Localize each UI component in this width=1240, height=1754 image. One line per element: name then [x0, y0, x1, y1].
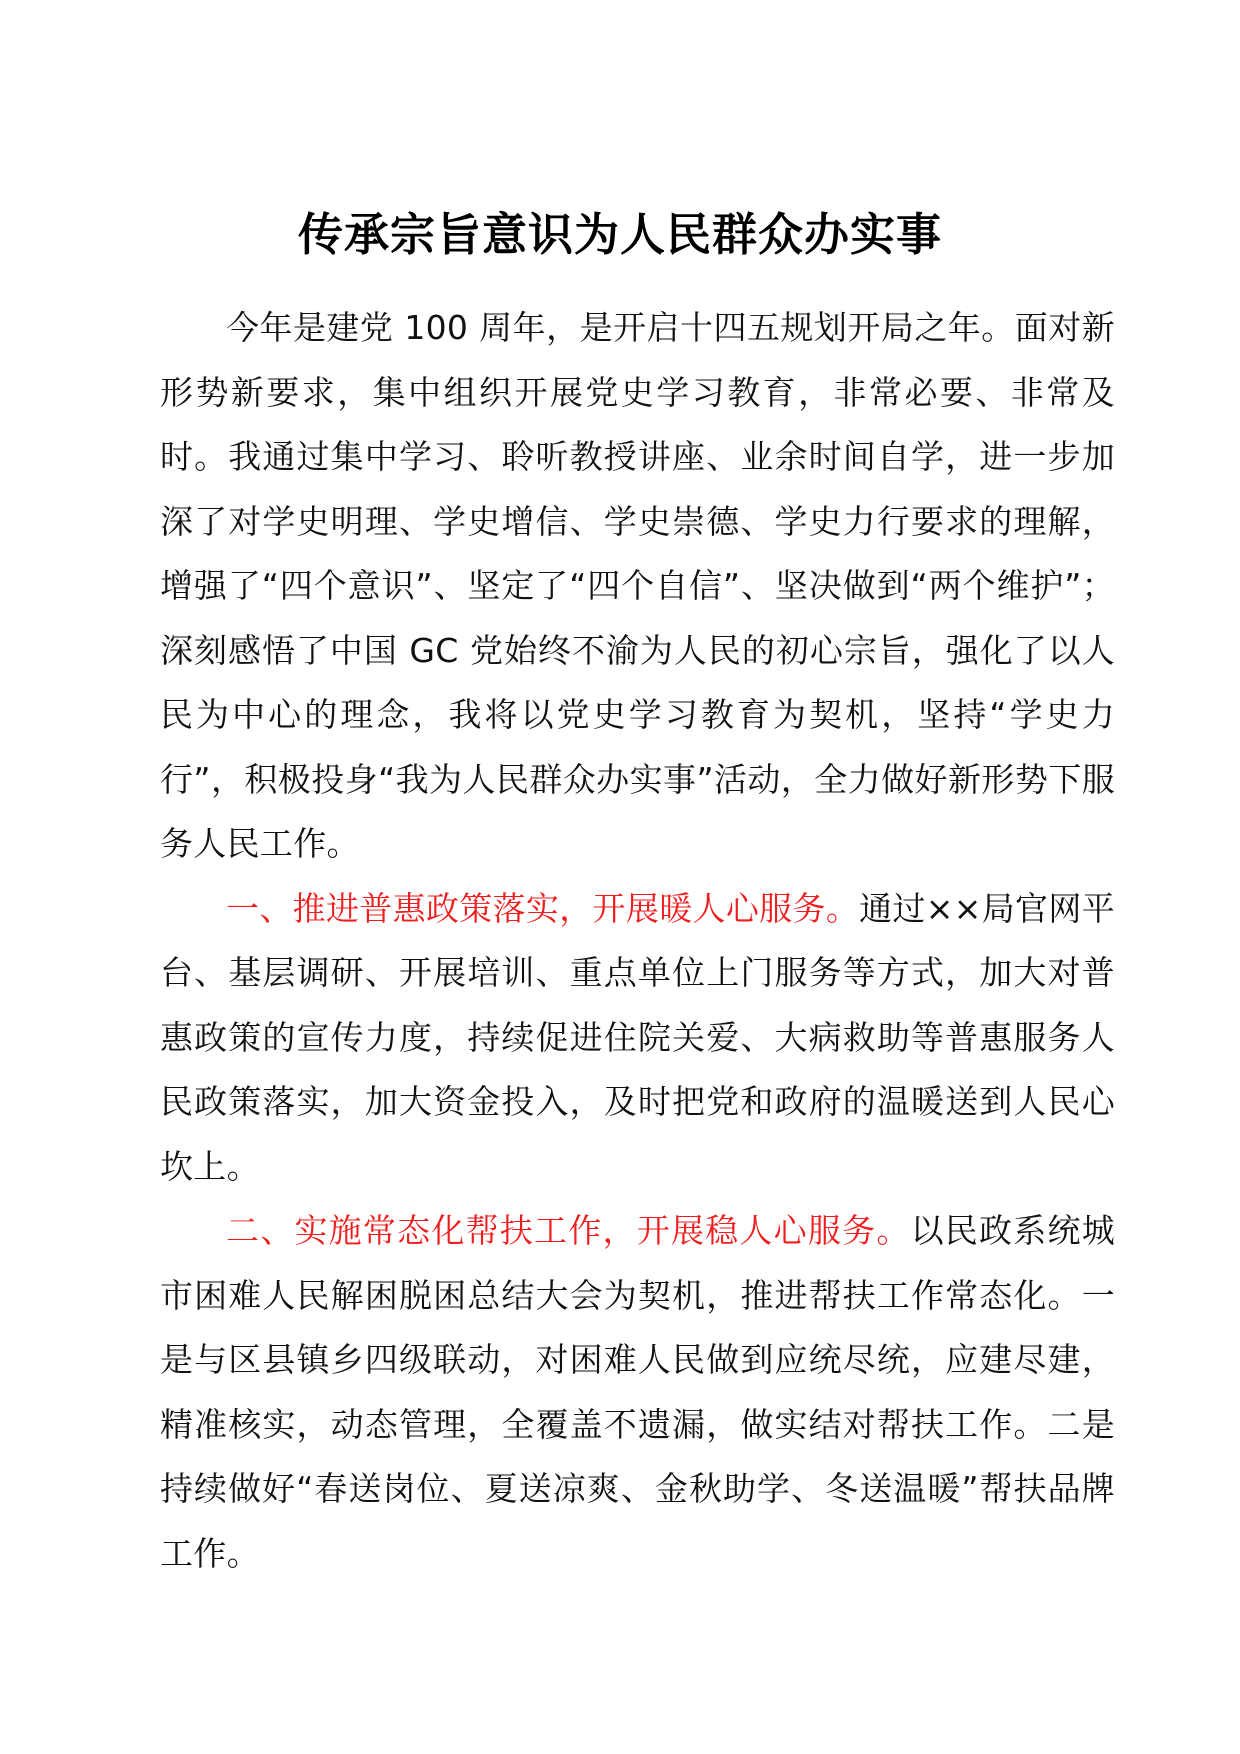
document-body [160, 296, 1115, 1586]
paragraph-text: 通过××局官网平台、基层调研、开展培训、重点单位上门服务等方式，加大对普惠政策的宣传力度，持续促进住院关爱、大病救助等普惠服务人民政策落实，加大资金投入，及时把党和政府的温暖送到人民心坎上。 [160, 888, 1115, 1186]
section-heading: 二、实施常态化帮扶工作，开展稳人心服务。 [226, 1211, 911, 1250]
paragraph-intro [160, 296, 1115, 877]
section-heading: 一、推进普惠政策落实，开展暖人心服务。 [226, 888, 860, 928]
paragraph-section-2 [160, 1199, 1115, 1586]
paragraph-text: 今年是建党 100 周年，是开启十四五规划开局之年。面对新形势新要求，集中组织开展党史学习教育，非常必要、非常及时。我通过集中学习、聆听教授讲座、业余时间自学，进一步加深了对学史明理、学史增信、学史崇德、学史力行要求的理解，增强了“四个意识”、坚定了“四个自信”、坚决做到“两个维护”；深刻感悟了中国 GC 党始终不渝为人民的初心宗旨，强化了以人民为中心的理念，我将以党史学习教育为契机，坚持“学史力行”，积极投身“我为人民群众办实事”活动，全力做好新形势下服务人民工作。 [160, 308, 1115, 863]
paragraph-section-1 [160, 877, 1115, 1200]
document-title: 传承宗旨意识为人民群众办实事 [297, 208, 942, 261]
paragraph-text: 以民政系统城市困难人民解困脱困总结大会为契机，推进帮扶工作常态化。一是与区县镇乡四级联动，对困难人民做到应统尽统，应建尽建，精准核实，动态管理，全覆盖不遗漏，做实结对帮扶工作。二是持续做好“春送岗位、夏送凉爽、金秋助学、冬送温暖”帮扶品牌工作。 [160, 1211, 1116, 1573]
